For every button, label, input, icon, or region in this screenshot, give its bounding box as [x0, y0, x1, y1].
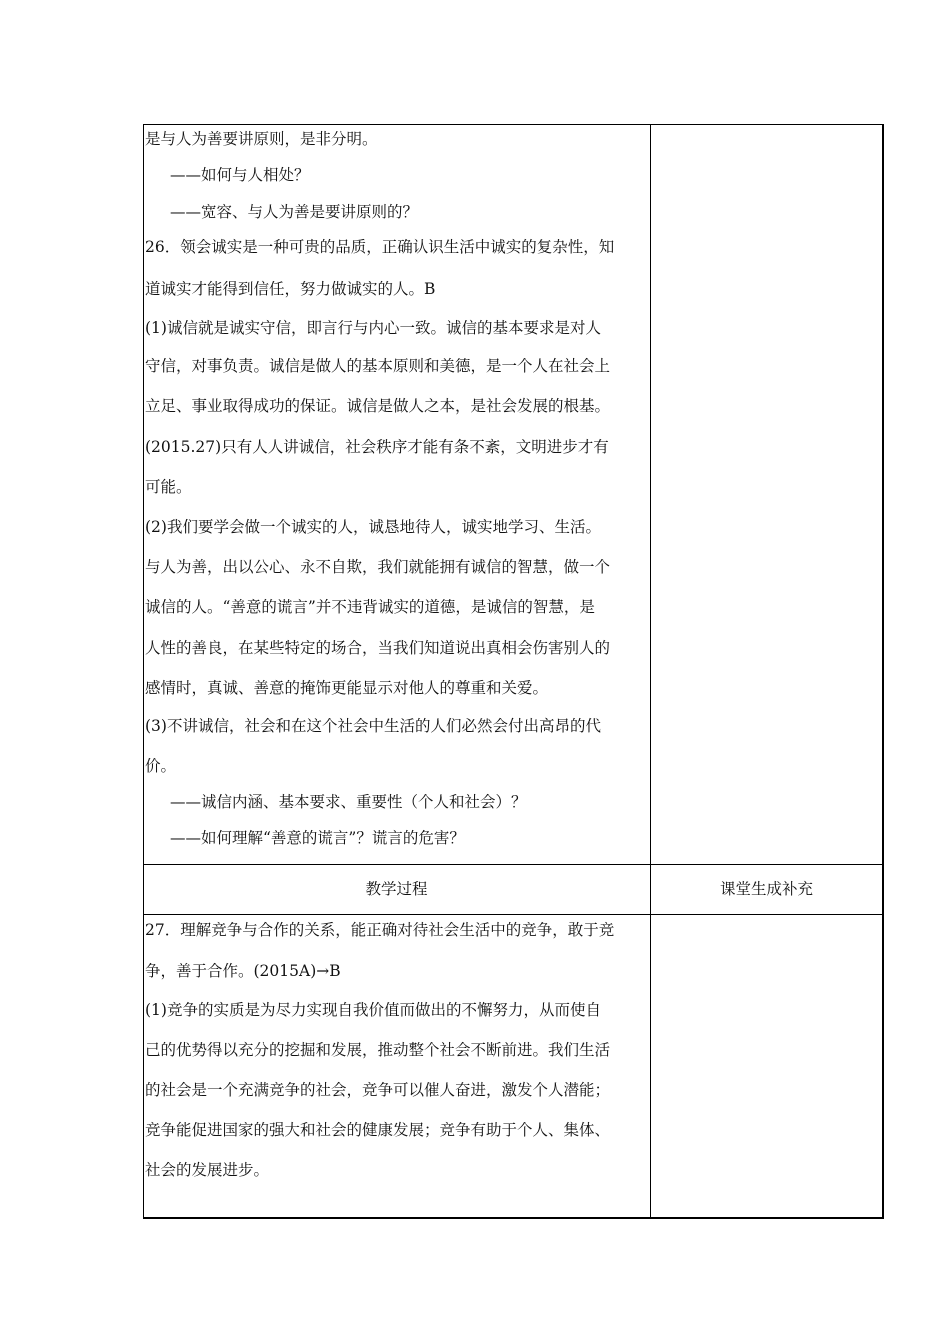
text-line: 感情时，真诚、善意的掩饰更能显示对他人的尊重和关爱。 [145, 679, 549, 697]
table-right-border [882, 124, 884, 1218]
text-line: 诚信的人。“善意的谎言”并不违背诚实的道德，是诚信的智慧，是 [145, 598, 595, 616]
header-teaching-process: 教学过程 [365, 880, 428, 898]
text-line: 人性的善良，在某些特定的场合，当我们知道说出真相会伤害别人的 [145, 639, 611, 657]
text-line: ——诚信内涵、基本要求、重要性（个人和社会）？ [170, 793, 527, 811]
text-line: 己的优势得以充分的挖掘和发展，推动整个社会不断前进。我们生活 [145, 1041, 611, 1059]
header-top-border [143, 864, 884, 865]
header-class-supplement: 课堂生成补充 [719, 880, 813, 898]
text-line: (3)不讲诚信，社会和在这个社会中生活的人们必然会付出高昂的代 [145, 717, 601, 735]
text-line: (1)竞争的实质是为尽力实现自我价值而做出的不懈努力，从而使自 [145, 1001, 601, 1019]
table-column-divider [650, 124, 651, 1218]
text-line: 可能。 [145, 478, 192, 496]
text-line: 26．领会诚实是一种可贵的品质，正确认识生活中诚实的复杂性，知 [145, 238, 615, 256]
text-line: 守信，对事负责。诚信是做人的基本原则和美德，是一个人在社会上 [145, 357, 611, 375]
text-line: 社会的发展进步。 [145, 1161, 270, 1179]
text-line: 道诚实才能得到信任，努力做诚实的人。B [145, 280, 436, 298]
header-bottom-border [143, 914, 884, 915]
text-line: 争，善于合作。(2015A)→B [145, 962, 341, 980]
text-line: ——宽容、与人为善是要讲原则的？ [170, 203, 419, 221]
text-line: (2015.27)只有人人讲诚信，社会秩序才能有条不紊，文明进步才有 [145, 438, 609, 456]
text-line: 价。 [145, 757, 177, 775]
text-line: (2)我们要学会做一个诚实的人，诚恳地待人，诚实地学习、生活。 [145, 518, 601, 536]
lesson-table [143, 124, 884, 1218]
text-line: ——如何与人相处？ [170, 166, 310, 184]
text-line: 27．理解竞争与合作的关系，能正确对待社会生活中的竞争，敢于竞 [145, 921, 615, 939]
text-line: (1)诚信就是诚实守信，即言行与内心一致。诚信的基本要求是对人 [145, 319, 601, 337]
table-bottom-border [143, 1217, 884, 1219]
text-line: 的社会是一个充满竞争的社会，竞争可以催人奋进，激发个人潜能； [145, 1081, 611, 1099]
text-line: ——如何理解“善意的谎言”？谎言的危害？ [170, 829, 465, 847]
text-line: 竞争能促进国家的强大和社会的健康发展；竞争有助于个人、集体、 [145, 1121, 611, 1139]
table-top-border [143, 124, 884, 125]
text-line: 是与人为善要讲原则，是非分明。 [145, 130, 378, 148]
text-line: 与人为善，出以公心、永不自欺，我们就能拥有诚信的智慧，做一个 [145, 558, 611, 576]
text-line: 立足、事业取得成功的保证。诚信是做人之本，是社会发展的根基。 [145, 397, 611, 415]
table-left-border [143, 124, 144, 1218]
